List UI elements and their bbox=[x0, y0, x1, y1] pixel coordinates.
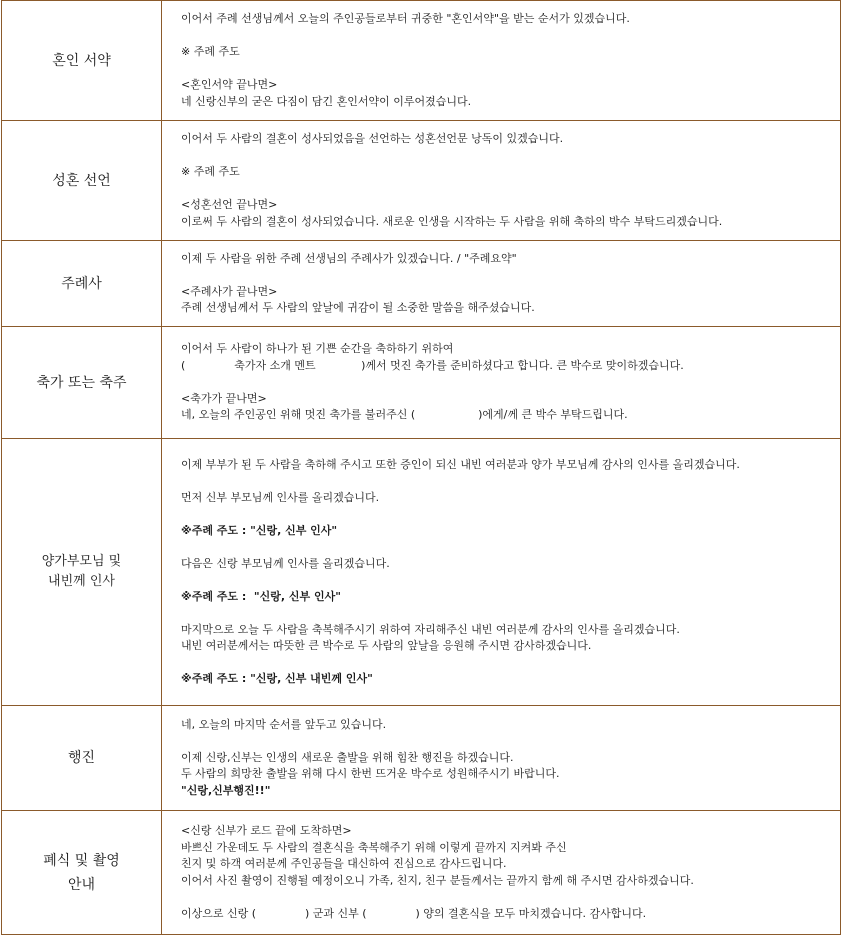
text-line: <성혼선언 끝나면> bbox=[181, 198, 278, 211]
text-line: 이로써 두 사람의 결혼이 성사되었습니다. 새로운 인생을 시작하는 두 사람을 위해 축하의 박수 부탁드리겠습니다. bbox=[181, 214, 723, 228]
row-label: 주례사 bbox=[2, 241, 162, 327]
row-vows bbox=[2, 1, 841, 121]
text-line: 다음은 신랑 부모님께 인사를 올리겠습니다. bbox=[181, 556, 390, 570]
ceremony-script-table bbox=[1, 0, 841, 935]
text-line: 내빈 여러분께서는 따뜻한 큰 박수로 두 사람의 앞날을 응원해 주시면 감사하겠습니다. bbox=[181, 639, 592, 652]
row-content bbox=[162, 121, 841, 241]
text-line: 네, 오늘의 마지막 순서를 앞두고 있습니다. bbox=[181, 717, 387, 731]
text-line: 먼저 신부 부모님께 인사를 올리겠습니다. bbox=[181, 490, 380, 504]
text-line: 이어서 두 사람의 결혼이 성사되었음을 선언하는 성혼선언문 낭독이 있겠습니다. bbox=[181, 132, 564, 145]
row-content bbox=[162, 811, 841, 935]
text-line: ※주례 주도 : "신랑, 신부 인사" bbox=[181, 523, 338, 537]
text-line: 친지 및 하객 여러분께 주인공들을 대신하여 진심으로 감사드립니다. bbox=[181, 857, 507, 870]
text-line: ( 축가자 소개 멘트 )께서 멋진 축가를 준비하셨다고 합니다. 큰 박수로 맞이하겠습니다. bbox=[181, 358, 684, 372]
text-line: "신랑,신부행진!!" bbox=[181, 783, 271, 797]
text-line: ※주례 주도 : "신랑, 신부 내빈께 인사" bbox=[181, 672, 373, 685]
row-closing bbox=[2, 811, 841, 935]
text-line: 마지막으로 오늘 두 사람을 축복해주시기 위하여 자리해주신 내빈 여러분께 감사의 인사를 올리겠습니다. bbox=[181, 622, 680, 636]
text-line: <혼인서약 끝나면> bbox=[181, 78, 278, 91]
row-congratulatory-song bbox=[2, 327, 841, 439]
row-greetings bbox=[2, 439, 841, 706]
row-content bbox=[162, 241, 841, 327]
text-line: ※ 주례 주도 bbox=[181, 45, 240, 58]
row-recessional bbox=[2, 706, 841, 811]
text-line: <축가가 끝나면> bbox=[181, 391, 267, 405]
text-line: ※ 주례 주도 bbox=[181, 165, 240, 178]
row-content bbox=[162, 1, 841, 121]
text-line: 이제 두 사람을 위한 주례 선생님의 주례사가 있겠습니다. / "주례요약" bbox=[181, 251, 517, 265]
text-line: 이제 신랑,신부는 인생의 새로운 출발을 위해 힘찬 행진을 하겠습니다. bbox=[181, 750, 514, 764]
row-label: 혼인 서약 bbox=[2, 1, 162, 121]
text-line: ※주례 주도 : "신랑, 신부 인사" bbox=[181, 589, 341, 603]
text-line: 이어서 사진 촬영이 진행될 예정이오니 가족, 친지, 친구 분들께서는 끝까지 함께 해 주시면 감사하겠습니다. bbox=[181, 873, 694, 887]
row-officiant-speech bbox=[2, 241, 841, 327]
text-line: 네, 오늘의 주인공인 위해 멋진 축가를 불러주신 ( )에게/께 큰 박수 부탁드립니다. bbox=[181, 408, 628, 422]
text-line: 바쁘신 가운데도 두 사람의 결혼식을 축복해주기 위해 이렇게 끝까지 지켜봐 주신 bbox=[181, 840, 567, 854]
row-label: 성혼 선언 bbox=[2, 121, 162, 241]
row-content bbox=[162, 706, 841, 811]
row-content bbox=[162, 327, 841, 439]
row-label: 양가부모님 및 내빈께 인사 bbox=[2, 439, 162, 706]
row-declaration bbox=[2, 121, 841, 241]
text-line: 이상으로 신랑 ( ) 군과 신부 ( ) 양의 결혼식을 모두 마치겠습니다. 감사합니다. bbox=[181, 906, 647, 920]
text-line: 주례 선생님께서 두 사람의 앞날에 귀감이 될 소중한 말씀을 해주셨습니다. bbox=[181, 301, 535, 314]
text-line: 이어서 주례 선생님께서 오늘의 주인공들로부터 귀중한 "혼인서약"을 받는 순서가 있겠습니다. bbox=[181, 12, 630, 25]
row-content bbox=[162, 439, 841, 706]
text-line: 네 신랑신부의 굳은 다짐이 담긴 혼인서약이 이루어졌습니다. bbox=[181, 94, 472, 108]
row-label: 축가 또는 축주 bbox=[2, 327, 162, 439]
text-line: <주례사가 끝나면> bbox=[181, 284, 278, 298]
text-line: <신랑 신부가 로드 끝에 도착하면> bbox=[181, 824, 352, 837]
text-line: 두 사람의 희망찬 출발을 위해 다시 한번 뜨거운 박수로 성원해주시기 바랍니다. bbox=[181, 767, 560, 781]
row-label: 폐식 및 촬영 안내 bbox=[2, 811, 162, 935]
text-line: 이어서 두 사람이 하나가 된 기쁜 순간을 축하하기 위하여 bbox=[181, 342, 454, 356]
row-label: 행진 bbox=[2, 706, 162, 811]
text-line: 이제 부부가 된 두 사람을 축하해 주시고 또한 증인이 되신 내빈 여러분과 양가 부모님께 감사의 인사를 올리겠습니다. bbox=[181, 457, 740, 471]
